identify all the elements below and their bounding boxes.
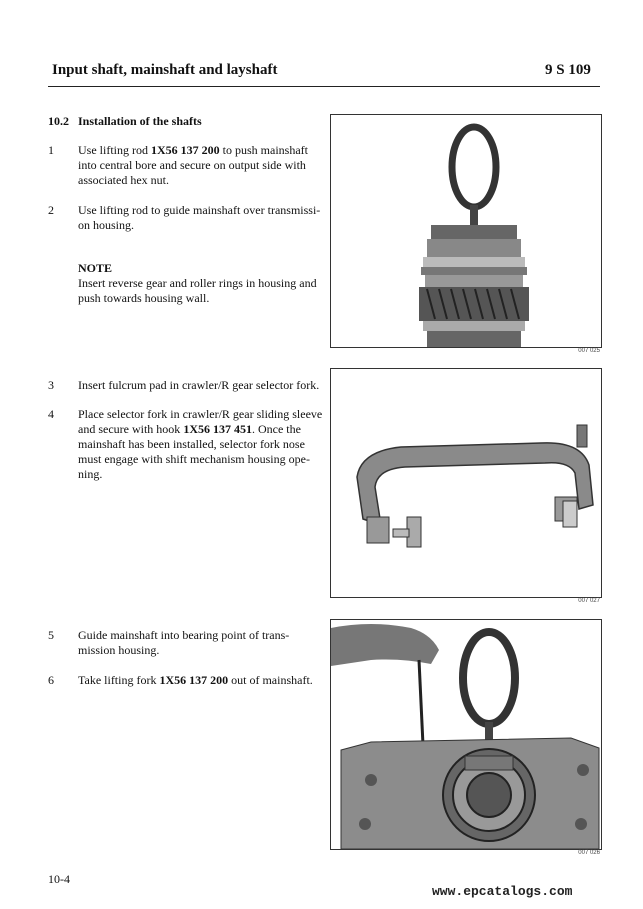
step-1-text: Use lifting rod 1X56 137 200 to push mainshaft into central bore and secure on output side with associated hex nut. bbox=[78, 143, 308, 187]
step-6-text: Take lifting fork 1X56 137 200 out of mainshaft. bbox=[78, 673, 313, 687]
model-code: 9 S 109 bbox=[545, 62, 591, 78]
figure-caption: 007 026 bbox=[578, 850, 600, 856]
step-5-text: Guide mainshaft into bearing point of trans-mission housing. bbox=[78, 628, 290, 657]
step-4-text: Place selector fork in crawler/R gear sliding sleeve and secure with hook 1X56 137 451. Once the mainshaft has been installed, selector fork nose must engage with shift mechanism housing ope-ning. bbox=[78, 407, 323, 481]
figure-mainshaft-housing bbox=[330, 619, 602, 850]
section-title: Installation of the shafts bbox=[78, 114, 202, 128]
page-number: 10-4 bbox=[48, 872, 70, 886]
figure-caption: 007 025 bbox=[578, 348, 600, 354]
figure-selector-fork bbox=[330, 368, 602, 598]
header-divider bbox=[48, 86, 600, 87]
note-label: NOTE bbox=[78, 261, 113, 275]
step-4-number: 4 bbox=[48, 407, 54, 421]
section-number: 10.2 bbox=[48, 114, 69, 128]
step-3-text: Insert fulcrum pad in crawler/R gear selector fork. bbox=[78, 378, 320, 392]
part-number: 1X56 137 200 bbox=[151, 143, 220, 157]
figure-caption: 007 027 bbox=[578, 598, 600, 604]
selector-fork-illustration bbox=[331, 369, 601, 597]
step-3-number: 3 bbox=[48, 378, 54, 392]
part-number: 1X56 137 200 bbox=[159, 673, 229, 687]
step-2-text: Use lifting rod to guide mainshaft over transmissi-on housing. bbox=[78, 203, 321, 232]
figure-mainshaft-lifting bbox=[330, 114, 602, 348]
step-6-number: 6 bbox=[48, 673, 54, 687]
note-text: Insert reverse gear and roller rings in housing and push towards housing wall. bbox=[78, 276, 317, 305]
step-5-number: 5 bbox=[48, 628, 54, 642]
page-title: Input shaft, mainshaft and layshaft bbox=[52, 62, 278, 78]
step-1-number: 1 bbox=[48, 143, 54, 157]
watermark: www.epcatalogs.com bbox=[432, 884, 573, 899]
mainshaft-illustration bbox=[331, 115, 601, 347]
step-2-number: 2 bbox=[48, 203, 54, 217]
housing-illustration bbox=[331, 620, 601, 849]
part-number: 1X56 137 451 bbox=[183, 422, 252, 436]
